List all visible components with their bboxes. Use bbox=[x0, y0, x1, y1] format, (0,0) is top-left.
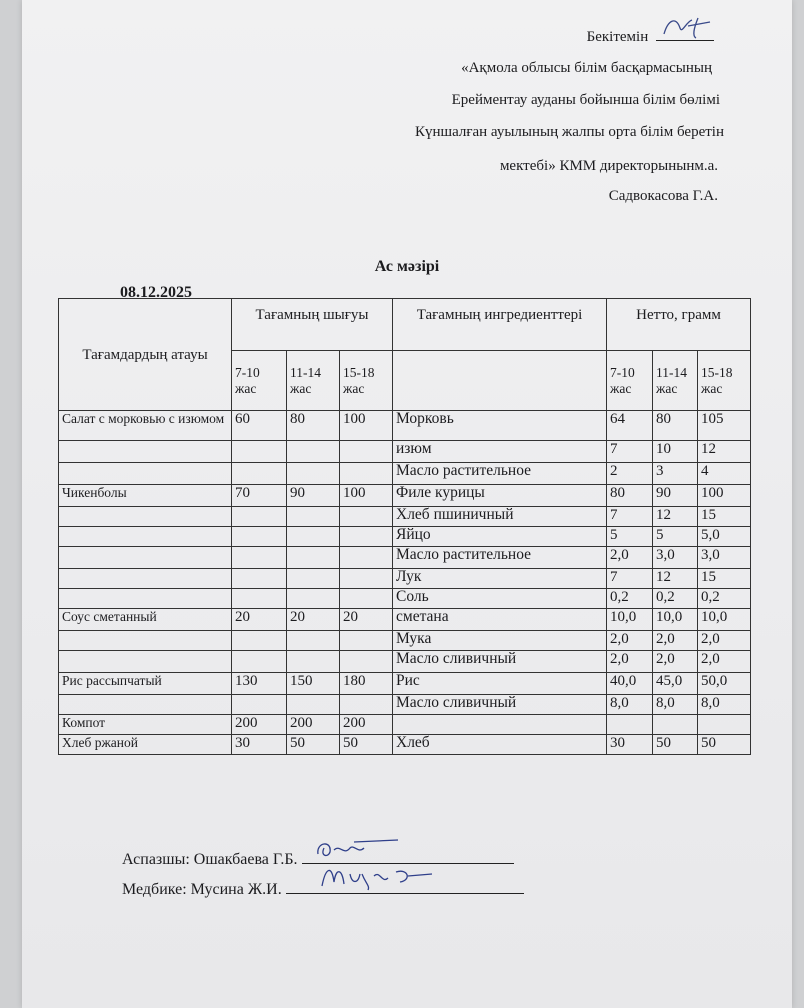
netto-15-18-cell: 2,0 bbox=[698, 651, 751, 673]
nurse-signature-line bbox=[122, 878, 524, 899]
ingredient-cell: Морковь bbox=[393, 411, 607, 441]
yield-7-10-cell: 200 bbox=[232, 715, 287, 735]
netto-7-10-cell: 10,0 bbox=[607, 609, 653, 631]
dish-cell bbox=[59, 441, 232, 463]
yield-11-14-cell: 200 bbox=[287, 715, 340, 735]
netto-15-18-cell: 15 bbox=[698, 507, 751, 527]
ingredient-cell: изюм bbox=[393, 441, 607, 463]
netto-15-18-cell: 4 bbox=[698, 463, 751, 485]
yield-7-10-cell bbox=[232, 589, 287, 609]
netto-11-14-cell: 3,0 bbox=[653, 547, 698, 569]
approval-label: Бекітемін bbox=[586, 29, 649, 45]
netto-7-10-cell: 8,0 bbox=[607, 695, 653, 715]
netto-15-18-cell: 5,0 bbox=[698, 527, 751, 547]
yield-15-18-cell: 100 bbox=[340, 485, 393, 507]
dish-cell bbox=[59, 507, 232, 527]
dish-cell bbox=[59, 589, 232, 609]
netto-15-18-cell: 2,0 bbox=[698, 631, 751, 651]
netto-15-18-cell: 3,0 bbox=[698, 547, 751, 569]
netto-11-14-cell: 3 bbox=[653, 463, 698, 485]
netto-11-14-cell: 5 bbox=[653, 527, 698, 547]
yield-15-18-cell bbox=[340, 527, 393, 547]
netto-7-10-cell: 30 bbox=[607, 735, 653, 755]
yield-11-14-cell bbox=[287, 547, 340, 569]
netto-7-10-cell: 40,0 bbox=[607, 673, 653, 695]
ingredient-cell: Мука bbox=[393, 631, 607, 651]
table-row bbox=[59, 485, 751, 507]
ingredient-cell: сметана bbox=[393, 609, 607, 631]
ingredient-cell: Лук bbox=[393, 569, 607, 589]
yield-15-18-cell: 180 bbox=[340, 673, 393, 695]
netto-7-10-cell: 64 bbox=[607, 411, 653, 441]
yield-15-18-cell: 100 bbox=[340, 411, 393, 441]
yield-7-10-cell: 20 bbox=[232, 609, 287, 631]
approval-signature-line bbox=[656, 26, 714, 41]
netto-15-18-cell: 12 bbox=[698, 441, 751, 463]
yield-15-18-cell bbox=[340, 463, 393, 485]
netto-11-14-cell: 12 bbox=[653, 507, 698, 527]
yield-age-15-18: 15-18 жас bbox=[340, 351, 393, 411]
table-row bbox=[59, 441, 751, 463]
dish-cell: Компот bbox=[59, 715, 232, 735]
dish-cell bbox=[59, 631, 232, 651]
table-row bbox=[59, 589, 751, 609]
ingredient-cell bbox=[393, 715, 607, 735]
table-row bbox=[59, 527, 751, 547]
netto-7-10-cell: 2,0 bbox=[607, 547, 653, 569]
yield-7-10-cell bbox=[232, 463, 287, 485]
netto-11-14-cell: 90 bbox=[653, 485, 698, 507]
dish-cell bbox=[59, 463, 232, 485]
netto-15-18-cell: 10,0 bbox=[698, 609, 751, 631]
yield-11-14-cell bbox=[287, 589, 340, 609]
table-row bbox=[59, 695, 751, 715]
page-title: Ас мәзірі bbox=[374, 258, 440, 275]
header-yield: Тағамның шығуы bbox=[232, 299, 393, 351]
table-row bbox=[59, 547, 751, 569]
yield-7-10-cell bbox=[232, 507, 287, 527]
netto-11-14-cell: 45,0 bbox=[653, 673, 698, 695]
approval-line-2: Ерейментау ауданы бойынша білім бөлімі bbox=[451, 92, 720, 108]
table-row bbox=[59, 651, 751, 673]
menu-document bbox=[22, 0, 792, 1008]
dish-cell bbox=[59, 547, 232, 569]
table-row bbox=[59, 609, 751, 631]
yield-15-18-cell bbox=[340, 695, 393, 715]
netto-7-10-cell: 7 bbox=[607, 569, 653, 589]
netto-11-14-cell: 2,0 bbox=[653, 631, 698, 651]
yield-15-18-cell: 20 bbox=[340, 609, 393, 631]
yield-11-14-cell bbox=[287, 527, 340, 547]
dish-cell bbox=[59, 695, 232, 715]
yield-7-10-cell: 30 bbox=[232, 735, 287, 755]
netto-11-14-cell: 8,0 bbox=[653, 695, 698, 715]
netto-11-14-cell: 80 bbox=[653, 411, 698, 441]
ingredient-cell: Соль bbox=[393, 589, 607, 609]
table-row bbox=[59, 735, 751, 755]
dish-cell: Чикенболы bbox=[59, 485, 232, 507]
yield-7-10-cell bbox=[232, 631, 287, 651]
yield-11-14-cell bbox=[287, 651, 340, 673]
table-row bbox=[59, 631, 751, 651]
cook-signature-line bbox=[122, 848, 514, 869]
netto-15-18-cell: 0,2 bbox=[698, 589, 751, 609]
netto-7-10-cell: 7 bbox=[607, 507, 653, 527]
table-row bbox=[59, 411, 751, 441]
menu-date: 08.12.2025 bbox=[120, 284, 192, 301]
yield-7-10-cell bbox=[232, 527, 287, 547]
yield-15-18-cell: 50 bbox=[340, 735, 393, 755]
netto-7-10-cell: 5 bbox=[607, 527, 653, 547]
ingredient-cell: Масло растительное bbox=[393, 463, 607, 485]
yield-15-18-cell bbox=[340, 569, 393, 589]
menu-table bbox=[58, 298, 751, 755]
yield-11-14-cell bbox=[287, 507, 340, 527]
netto-7-10-cell: 0,2 bbox=[607, 589, 653, 609]
table-row bbox=[59, 715, 751, 735]
ingredient-cell: Масло растительное bbox=[393, 547, 607, 569]
yield-15-18-cell bbox=[340, 589, 393, 609]
yield-11-14-cell: 150 bbox=[287, 673, 340, 695]
yield-15-18-cell bbox=[340, 631, 393, 651]
yield-11-14-cell: 20 bbox=[287, 609, 340, 631]
netto-11-14-cell: 12 bbox=[653, 569, 698, 589]
menu-table-body bbox=[59, 411, 751, 755]
netto-11-14-cell: 0,2 bbox=[653, 589, 698, 609]
cook-signature-underline bbox=[302, 848, 514, 864]
yield-15-18-cell bbox=[340, 441, 393, 463]
ingredient-cell: Хлеб bbox=[393, 735, 607, 755]
netto-15-18-cell: 15 bbox=[698, 569, 751, 589]
yield-15-18-cell bbox=[340, 507, 393, 527]
header-netto: Нетто, грамм bbox=[607, 299, 751, 351]
yield-11-14-cell bbox=[287, 695, 340, 715]
approval-line-5: Садвокасова Г.А. bbox=[608, 188, 718, 204]
netto-15-18-cell: 8,0 bbox=[698, 695, 751, 715]
yield-age-11-14: 11-14 жас bbox=[287, 351, 340, 411]
table-row bbox=[59, 507, 751, 527]
table-row bbox=[59, 463, 751, 485]
netto-7-10-cell: 2 bbox=[607, 463, 653, 485]
netto-7-10-cell: 80 bbox=[607, 485, 653, 507]
netto-7-10-cell: 7 bbox=[607, 441, 653, 463]
ingredient-cell: Филе курицы bbox=[393, 485, 607, 507]
cook-name: Аспазшы: Ошакбаева Г.Б. bbox=[122, 851, 298, 868]
yield-7-10-cell: 70 bbox=[232, 485, 287, 507]
netto-7-10-cell bbox=[607, 715, 653, 735]
ingredient-cell: Масло сливичный bbox=[393, 651, 607, 673]
approval-line-4: мектебі» КММ директорынынм.а. bbox=[499, 158, 718, 174]
cook-signature bbox=[314, 836, 404, 862]
netto-11-14-cell: 10,0 bbox=[653, 609, 698, 631]
netto-15-18-cell bbox=[698, 715, 751, 735]
dish-cell: Салат с морковью с изюмом bbox=[59, 411, 232, 441]
nurse-signature-underline bbox=[286, 878, 524, 894]
netto-7-10-cell: 2,0 bbox=[607, 631, 653, 651]
netto-15-18-cell: 50,0 bbox=[698, 673, 751, 695]
nurse-name: Медбике: Мусина Ж.И. bbox=[122, 881, 282, 898]
dish-cell: Рис рассыпчатый bbox=[59, 673, 232, 695]
approval-line-3: Күншалған ауылының жалпы орта білім беретін bbox=[414, 124, 724, 140]
dish-cell bbox=[59, 569, 232, 589]
yield-7-10-cell bbox=[232, 547, 287, 569]
netto-11-14-cell: 50 bbox=[653, 735, 698, 755]
yield-15-18-cell: 200 bbox=[340, 715, 393, 735]
netto-11-14-cell: 2,0 bbox=[653, 651, 698, 673]
yield-7-10-cell bbox=[232, 569, 287, 589]
dish-cell: Хлеб ржаной bbox=[59, 735, 232, 755]
yield-7-10-cell bbox=[232, 441, 287, 463]
netto-7-10-cell: 2,0 bbox=[607, 651, 653, 673]
dish-cell bbox=[59, 651, 232, 673]
table-row bbox=[59, 569, 751, 589]
netto-15-18-cell: 50 bbox=[698, 735, 751, 755]
approval-line-1: «Ақмола облысы білім басқармасының bbox=[461, 60, 712, 76]
yield-11-14-cell bbox=[287, 463, 340, 485]
ingredient-cell: Рис bbox=[393, 673, 607, 695]
header-ingredients: Тағамның ингредиенттері bbox=[393, 299, 607, 351]
yield-11-14-cell: 90 bbox=[287, 485, 340, 507]
netto-15-18-cell: 100 bbox=[698, 485, 751, 507]
approval-label-line bbox=[587, 26, 714, 46]
yield-7-10-cell: 60 bbox=[232, 411, 287, 441]
yield-7-10-cell bbox=[232, 695, 287, 715]
yield-7-10-cell: 130 bbox=[232, 673, 287, 695]
director-signature bbox=[658, 14, 718, 42]
netto-age-11-14: 11-14 жас bbox=[653, 351, 698, 411]
netto-11-14-cell bbox=[653, 715, 698, 735]
yield-11-14-cell: 80 bbox=[287, 411, 340, 441]
yield-11-14-cell bbox=[287, 631, 340, 651]
yield-11-14-cell: 50 bbox=[287, 735, 340, 755]
yield-7-10-cell bbox=[232, 651, 287, 673]
yield-15-18-cell bbox=[340, 651, 393, 673]
yield-11-14-cell bbox=[287, 441, 340, 463]
netto-11-14-cell: 10 bbox=[653, 441, 698, 463]
ingredient-cell: Яйцо bbox=[393, 527, 607, 547]
yield-15-18-cell bbox=[340, 547, 393, 569]
dish-cell bbox=[59, 527, 232, 547]
netto-age-15-18: 15-18 жас bbox=[698, 351, 751, 411]
yield-age-7-10: 7-10 жас bbox=[232, 351, 287, 411]
ingredient-cell: Масло сливичный bbox=[393, 695, 607, 715]
netto-15-18-cell: 105 bbox=[698, 411, 751, 441]
header-dish-name: Тағамдардың атауы bbox=[59, 299, 232, 411]
table-row bbox=[59, 673, 751, 695]
netto-age-7-10: 7-10 жас bbox=[607, 351, 653, 411]
ingredients-subheader-empty bbox=[393, 351, 607, 411]
ingredient-cell: Хлеб пшиничный bbox=[393, 507, 607, 527]
dish-cell: Соус сметанный bbox=[59, 609, 232, 631]
yield-11-14-cell bbox=[287, 569, 340, 589]
